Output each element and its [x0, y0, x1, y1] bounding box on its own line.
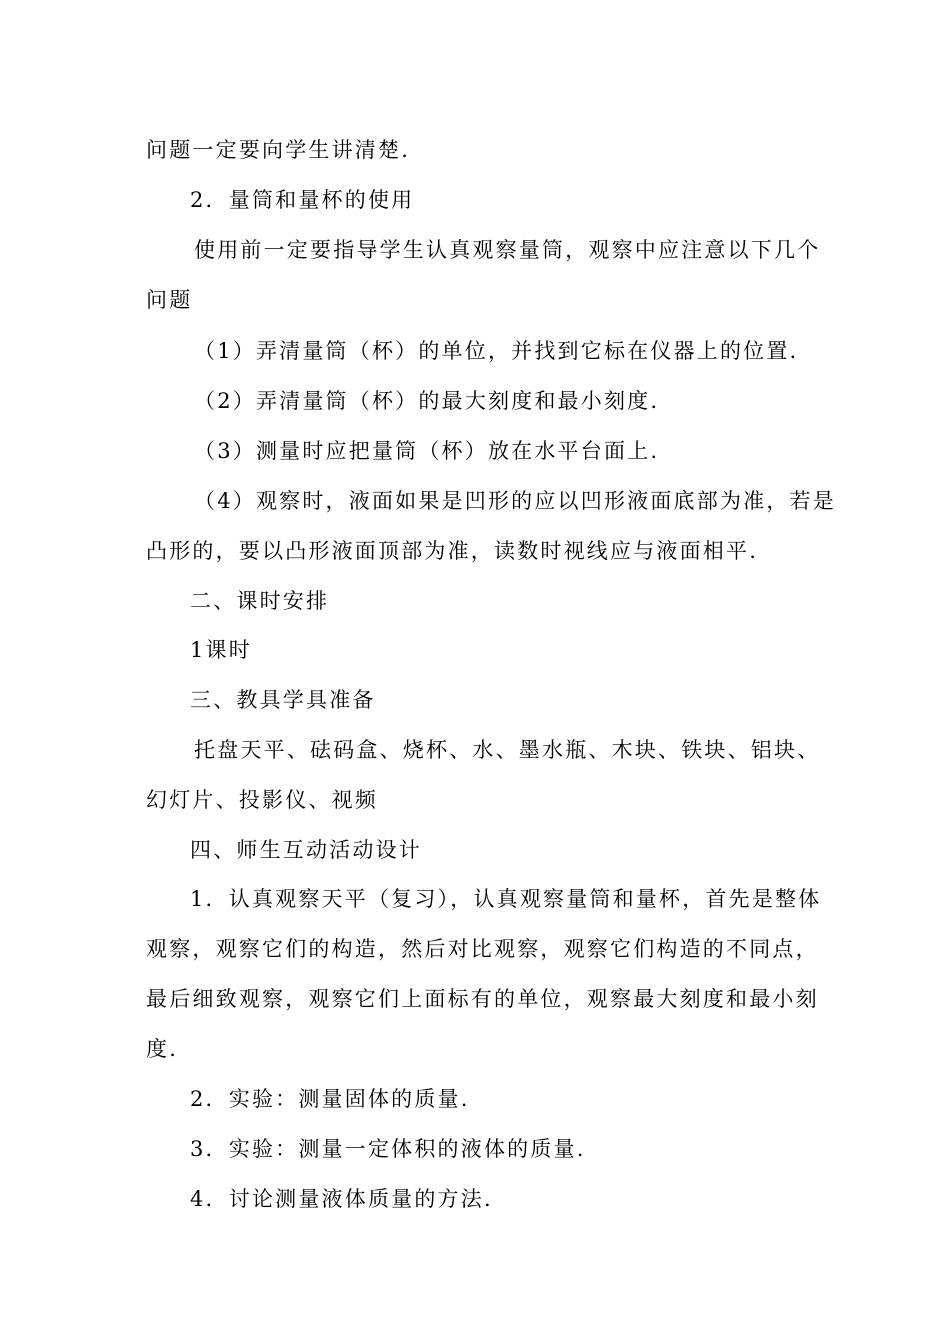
list-item: （4）观察时，液面如果是凹形的应以凹形液面底部为准，若是	[194, 489, 836, 513]
paragraph-line: 4．讨论测量液体质量的方法.	[190, 1187, 493, 1211]
paragraph-line: 2．实验：测量固体的质量.	[190, 1087, 470, 1111]
list-item: （2）弄清量筒（杯）的最大刻度和最小刻度.	[194, 389, 660, 413]
paragraph-line: 1．认真观察天平（复习），认真观察量筒和量杯，首先是整体	[190, 887, 822, 911]
section-heading: 二、课时安排	[190, 589, 330, 613]
section-heading: 三、教具学具准备	[190, 688, 376, 712]
list-item: （3）测量时应把量筒（杯）放在水平台面上.	[194, 439, 660, 463]
paragraph-line: 度.	[146, 1037, 179, 1061]
paragraph-line: 1课时	[190, 638, 252, 662]
paragraph-line: 使用前一定要指导学生认真观察量筒，观察中应注意以下几个	[194, 238, 821, 262]
paragraph-line: 问题	[146, 288, 193, 312]
section-heading: 四、师生互动活动设计	[190, 838, 422, 862]
section-heading: 2．量筒和量杯的使用	[190, 188, 415, 212]
paragraph-line: 问题一定要向学生讲清楚.	[146, 138, 411, 162]
list-item: （1）弄清量筒（杯）的单位，并找到它标在仪器上的位置.	[194, 339, 799, 363]
paragraph-line: 凸形的，要以凸形液面顶部为准，读数时视线应与液面相平.	[146, 539, 759, 563]
paragraph-line: 幻灯片、投影仪、视频	[146, 788, 378, 812]
paragraph-line: 最后细致观察，观察它们上面标有的单位，观察最大刻度和最小刻	[146, 987, 819, 1011]
paragraph-line: 观察，观察它们的构造，然后对比观察，观察它们构造的不同点，	[146, 937, 819, 961]
paragraph-line: 托盘天平、砝码盒、烧杯、水、墨水瓶、木块、铁块、铝块、	[194, 738, 821, 762]
paragraph-line: 3．实验：测量一定体积的液体的质量.	[190, 1137, 586, 1161]
